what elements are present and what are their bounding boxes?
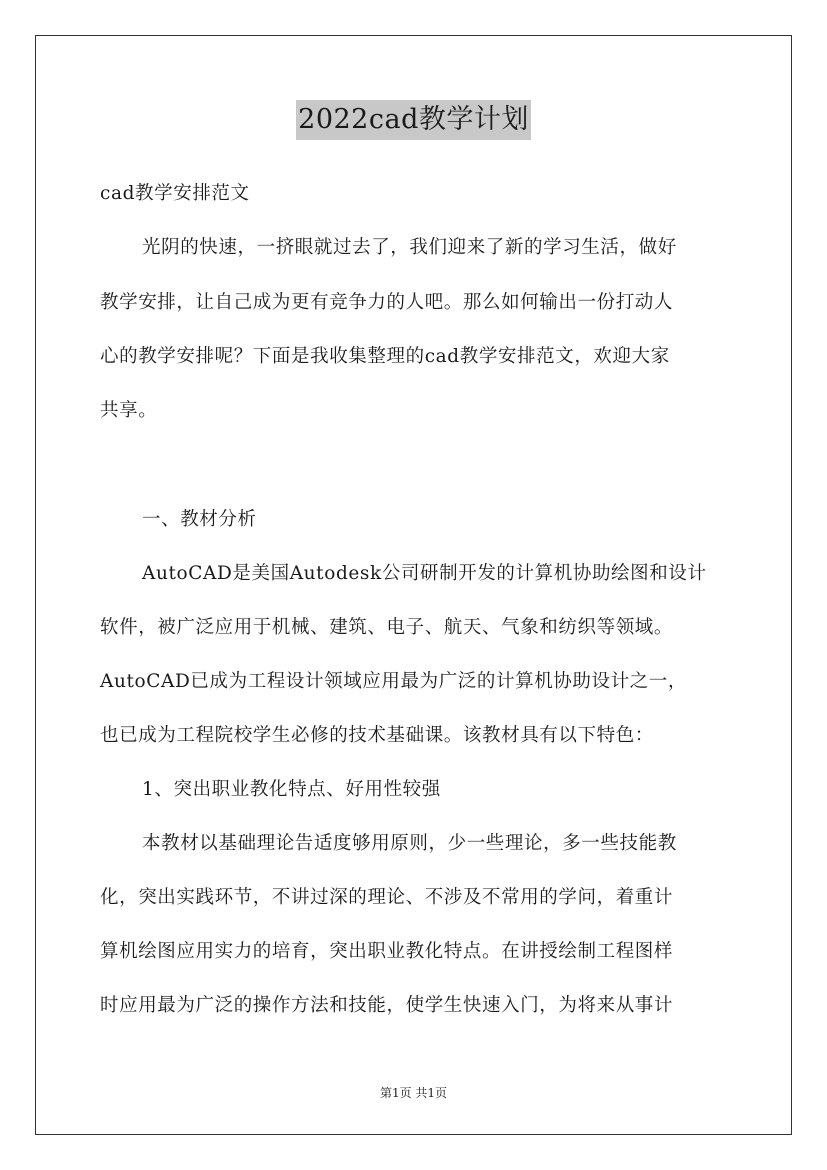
title-container: [0, 100, 827, 140]
intro-line: 教学安排，让自己成为更有竞争力的人吧。那么如何输出一份打动人: [100, 292, 674, 313]
document-title: 2022cad教学计划: [296, 100, 531, 140]
item-line: 时应用最为广泛的操作方法和技能，使学生快速入门，为将来从事计: [100, 995, 674, 1016]
section-line: 也已成为工程院校学生必修的技术基础课。该教材具有以下特色：: [100, 725, 654, 746]
section-line: AutoCAD已成为工程设计领域应用最为广泛的计算机协助设计之一，: [100, 671, 687, 692]
item-heading: 1、突出职业教化特点、好用性较强: [142, 779, 441, 800]
section-line: 软件，被广泛应用于机械、建筑、电子、航天、气象和纺织等领域。: [100, 617, 674, 638]
page-footer: 第1页 共1页: [379, 1086, 448, 1100]
intro-line: 共享。: [100, 400, 158, 421]
item-line: 化，突出实践环节，不讲过深的理论、不涉及不常用的学问，着重计: [100, 887, 674, 908]
document-subtitle: cad教学安排范文: [100, 183, 250, 204]
intro-line: 光阴的快速，一挤眼就过去了，我们迎来了新的学习生活，做好: [142, 237, 677, 258]
item-line: 本教材以基础理论告适度够用原则，少一些理论，多一些技能教: [142, 833, 677, 854]
item-line: 算机绘图应用实力的培育，突出职业教化特点。在讲授绘制工程图样: [100, 941, 674, 962]
section-line: AutoCAD是美国Autodesk公司研制开发的计算机协助绘图和设计: [142, 563, 707, 584]
intro-line: 心的教学安排呢？下面是我收集整理的cad教学安排范文，欢迎大家: [100, 346, 670, 367]
section-heading: 一、教材分析: [142, 509, 257, 530]
